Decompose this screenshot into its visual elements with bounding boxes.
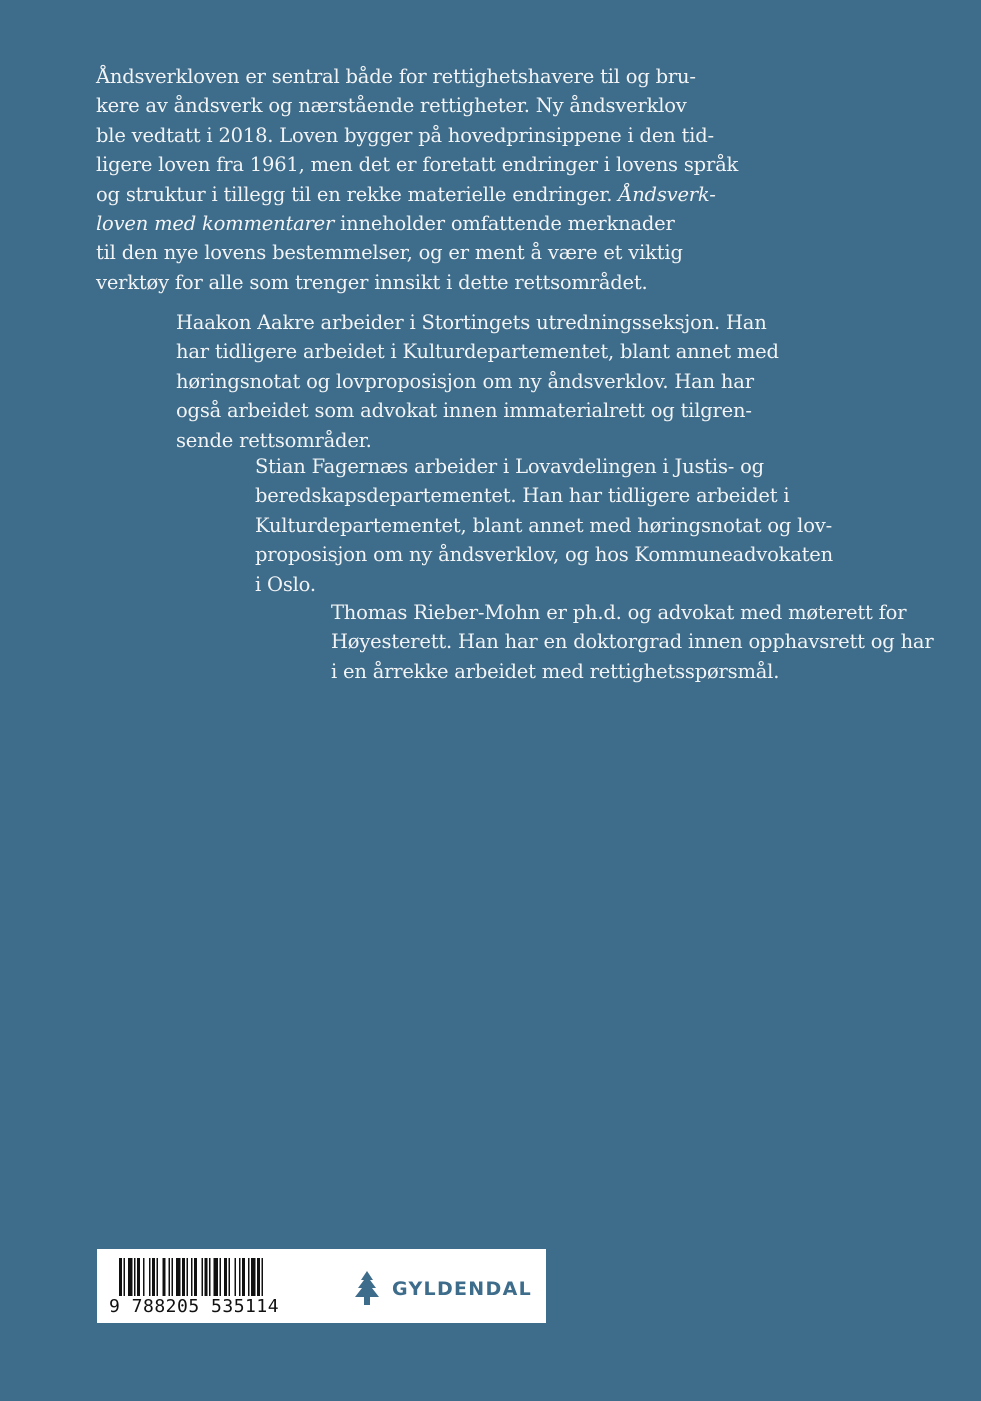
intro-line <box>96 209 738 238</box>
intro-paragraph <box>96 62 738 297</box>
barcode-bar <box>242 1258 245 1296</box>
barcode-bar <box>235 1258 237 1296</box>
intro-line: til den nye lovens bestemmelser, og er ment å være et viktig <box>96 241 683 265</box>
intro-line: ble vedtatt i 2018. Loven bygger på hovedprinsippene i den tid- <box>96 123 714 147</box>
barcode-bar <box>214 1258 219 1296</box>
intro-line-text: inneholder omfattende merknader <box>334 212 675 236</box>
author-bio-rieber-mohn <box>331 598 933 686</box>
bio-line: Haakon Aakre arbeider i Stortingets utredningsseksjon. Han <box>176 311 767 334</box>
intro-line: verktøy for alle som trenger innsikt i dette rettsområdet. <box>96 270 648 294</box>
intro-line: kere av åndsverk og nærstående rettigheter. Ny åndsverklov <box>96 94 687 118</box>
author-bio-aakre <box>176 308 779 455</box>
barcode-bar <box>202 1258 204 1296</box>
barcode-bar <box>172 1258 174 1296</box>
bio-line: har tidligere arbeidet i Kulturdepartementet, blant annet med <box>176 340 779 364</box>
bio-line: Thomas Rieber-Mohn er ph.d. og advokat med møterett for <box>331 601 907 624</box>
barcode-bar <box>163 1258 166 1296</box>
bio-line: høringsnotat og lovproposisjon om ny åndsverklov. Han har <box>176 369 754 393</box>
barcode-bar <box>137 1258 140 1296</box>
barcode-bar <box>257 1258 260 1296</box>
barcode-bar <box>176 1258 181 1296</box>
intro-line: Åndsverkloven er sentral både for rettighetshavere til og bru- <box>96 65 696 88</box>
barcode-icon <box>119 1258 319 1296</box>
book-title-italic: loven med kommentarer <box>96 212 335 236</box>
bio-line: sende rettsområder. <box>176 428 372 452</box>
barcode-bar <box>194 1258 197 1296</box>
barcode-panel <box>97 1249 546 1323</box>
barcode-bar <box>152 1258 155 1296</box>
barcode-bar <box>169 1258 171 1296</box>
book-title-italic: Åndsverk- <box>618 182 716 206</box>
barcode-bar <box>220 1258 222 1296</box>
barcode-bar <box>209 1258 211 1296</box>
bio-line: også arbeidet som advokat innen immaterialrett og tilgren- <box>176 399 752 423</box>
isbn-number: 9 788205 535114 <box>109 1296 280 1317</box>
intro-line: ligere loven fra 1961, men det er foretatt endringer i lovens språk <box>96 153 739 177</box>
barcode-bar <box>224 1258 227 1296</box>
barcode-bar <box>248 1258 250 1296</box>
barcode-bar <box>205 1258 208 1296</box>
barcode-bar <box>251 1258 256 1296</box>
barcode-bar <box>143 1258 145 1296</box>
barcode-bar <box>128 1258 133 1296</box>
publisher-logo <box>350 1270 532 1308</box>
barcode-bar <box>134 1258 136 1296</box>
bio-line: proposisjon om ny åndsverklov, og hos Kommuneadvokaten <box>255 543 833 567</box>
barcode-bar <box>187 1258 189 1296</box>
bio-line: i en årrekke arbeidet med rettighetsspørsmål. <box>331 659 780 683</box>
publisher-name: GYLDENDAL <box>392 1278 532 1300</box>
author-bio-fagernaes <box>255 452 833 599</box>
barcode-bar <box>182 1258 185 1296</box>
intro-line <box>96 180 738 209</box>
bio-line: Stian Fagernæs arbeider i Lovavdelingen i Justis- og <box>255 455 764 478</box>
bio-line: Kulturdepartementet, blant annet med høringsnotat og lov- <box>255 513 832 537</box>
intro-line-text: og struktur i tillegg til en rekke materielle endringer. <box>96 182 613 206</box>
barcode-bar <box>119 1258 122 1296</box>
tree-icon <box>350 1270 384 1308</box>
barcode-bar <box>124 1258 126 1296</box>
barcode-bar <box>229 1258 231 1296</box>
barcode-bar <box>262 1258 264 1296</box>
barcode-bar <box>191 1258 193 1296</box>
bio-line: beredskapsdepartementet. Han har tidligere arbeidet i <box>255 484 790 508</box>
barcode-bar <box>149 1258 151 1296</box>
bio-line: Høyesterett. Han har en doktorgrad innen opphavsrett og har <box>331 630 934 654</box>
barcode-bar <box>239 1258 241 1296</box>
barcode-bar <box>157 1258 159 1296</box>
bio-line: i Oslo. <box>255 572 316 596</box>
